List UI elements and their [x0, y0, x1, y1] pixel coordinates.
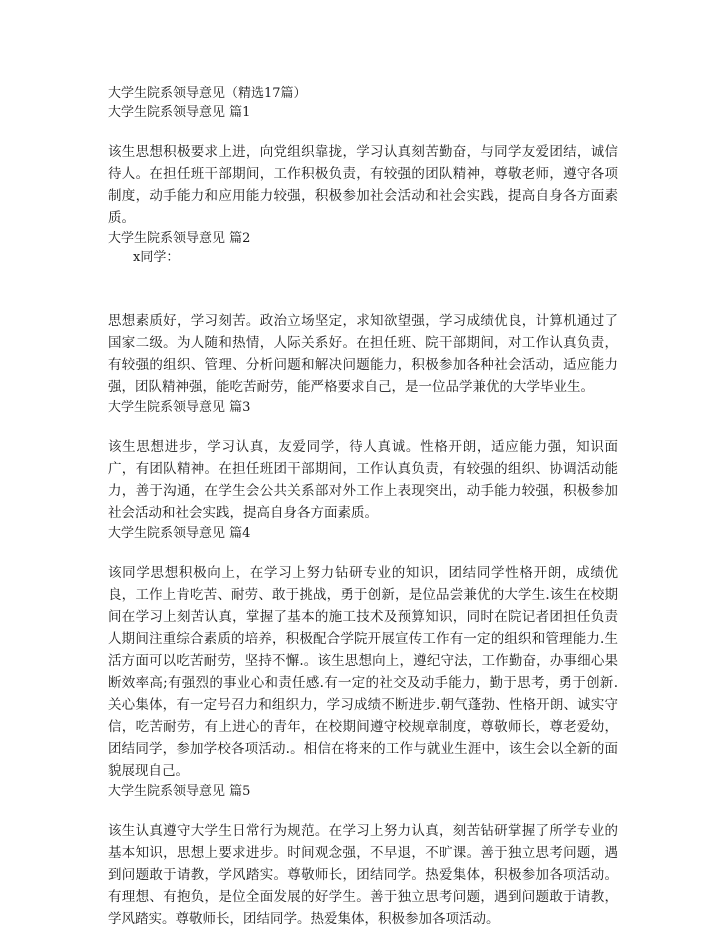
section-heading-4: 大学生院系领导意见 篇4	[108, 526, 251, 541]
section-heading-1: 大学生院系领导意见 篇1	[108, 105, 251, 120]
spacer	[108, 268, 618, 310]
section-paragraph-5: 该生认真遵守大学生日常行为规范。在学习上努力认真，刻苦钻研掌握了所学专业的基本知识，思想上要求进步。时间观念强，不早退，不旷课。善于独立思考问题，遇到问题敢于请教，学风踏实。尊敬师长，团结同学。热爱集体，积极参加各项活动。有理想、有抱负，是位全面发展的好学生。善于独立思考问题，遇到问题敢于请教，学风踏实。尊敬师长，团结同学。热爱集体，积极参加各项活动。	[108, 823, 618, 927]
document-page	[108, 84, 618, 930]
greeting-line: x同学：	[133, 250, 180, 265]
document-title: 大学生院系领导意见（精选17篇）	[108, 86, 307, 101]
section-heading-3: 大学生院系领导意见 篇3	[108, 400, 251, 415]
spacer	[108, 543, 618, 562]
spacer	[108, 801, 618, 820]
section-paragraph-4: 该同学思想积极向上，在学习上努力钻研专业的知识，团结同学性格开朗，成绩优良，工作上肯吃苦、耐劳、敢于挑战，勇于创新，是位品尝兼优的大学生.该生在校期间在学习上刻苦认真，掌握了基本的施工技术及预算知识，同时在院记者团担任负责人期间注重综合素质的培养，积极配合学院开展宣传工作有一定的组织和管理能力.生活方面可以吃苦耐劳，坚持不懈.。该生思想向上，遵纪守法，工作勤奋，办事细心果断效率高;有强烈的事业心和责任感.有一定的社交及动手能力，勤于思考，勇于创新.关心集体，有一定号召力和组织力，学习成绩不断进步.朝气蓬勃、性格开朗、诚实守信，吃苦耐劳，有上进心的青年，在校期间遵守校规章制度，尊敬师长，尊老爱幼，团结同学，参加学校各项活动.。相信在将来的工作与就业生涯中，该生会以全新的面貌展现自己。	[108, 565, 618, 779]
section-heading-5: 大学生院系领导意见 篇5	[108, 784, 251, 799]
section-paragraph-2: 思想素质好，学习刻苦。政治立场坚定，求知欲望强，学习成绩优良，计算机通过了国家二级。为人随和热情，人际关系好。在担任班、院干部期间，对工作认真负责，有较强的组织、管理、分析问题和解决问题能力，积极参加各种社会活动，适应能力强，团队精神强，能吃苦耐劳，能严格要求自己，是一位品学兼优的大学毕业生。	[108, 313, 618, 395]
spacer	[108, 122, 618, 141]
section-paragraph-1: 该生思想积极要求上进，向党组织靠拢，学习认真刻苦勤奋，与同学友爱团结，诚信待人。在担任班干部期间，工作积极负责，有较强的团队精神，尊敬老师，遵守各项制度，动手能力和应用能力较强，积极参加社会活动和社会实践，提高自身各方面素质。	[108, 144, 618, 226]
section-heading-2: 大学生院系领导意见 篇2	[108, 231, 251, 246]
spacer	[108, 417, 618, 436]
section-paragraph-3: 该生思想进步，学习认真，友爱同学，待人真诚。性格开朗，适应能力强，知识面广，有团队精神。在担任班团干部期间，工作认真负责，有较强的组织、协调活动能力，善于沟通，在学生会公共关系部对外工作上表现突出，动手能力较强，积极参加社会活动和社会实践，提高自身各方面素质。	[108, 439, 618, 521]
